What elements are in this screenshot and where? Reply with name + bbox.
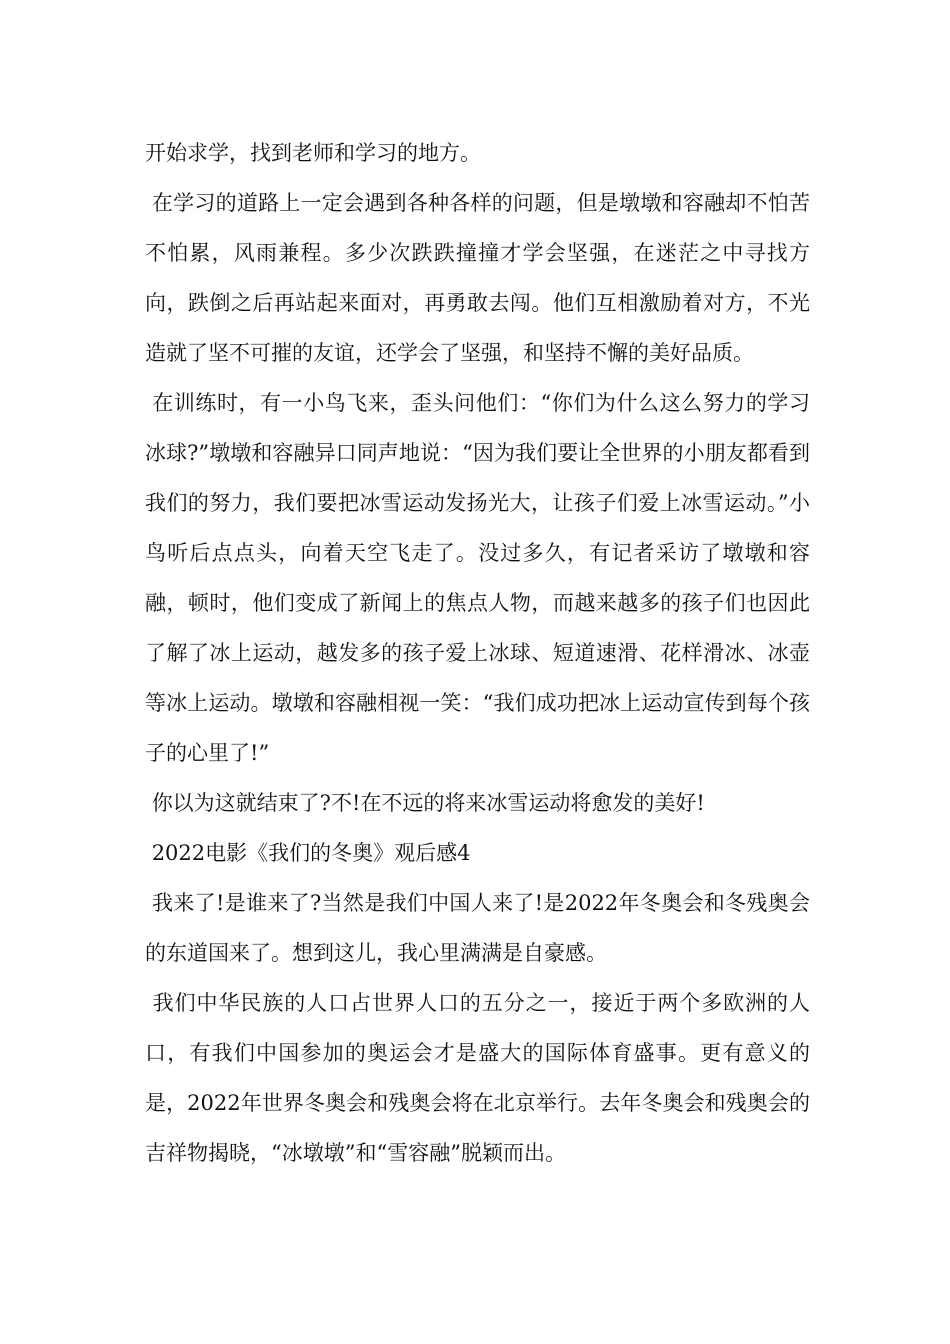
section-heading: 2022电影《我们的冬奥》观后感4	[145, 841, 471, 865]
paragraph-3: 在训练时，有一小鸟飞来，歪头问他们：“你们为什么这么努力的学习冰球?”墩墩和容融异口同声地说：“因为我们要让全世界的小朋友都看到我们的努力，我们要把冰雪运动发扬光大，让孩子们爱上冰雪运动。”小鸟听后点点头，向着天空飞走了。没过多久，有记者采访了墩墩和容融，顿时，他们变成了新闻上的焦点人物，而越来越多的孩子们也因此了解了冰上运动，越发多的孩子爱上冰球、短道速滑、花样滑冰、冰壶等冰上运动。墩墩和容融相视一笑：“我们成功把冰上运动宣传到每个孩子的心里了!”	[145, 391, 810, 765]
paragraph-1: 开始求学，找到老师和学习的地方。	[145, 141, 481, 165]
paragraph-6: 我们中华民族的人口占世界人口的五分之一，接近于两个多欧洲的人口，有我们中国参加的奥运会才是盛大的国际体育盛事。更有意义的是，2022年世界冬奥会和残奥会将在北京举行。去年冬奥会和残奥会的吉祥物揭晓，“冰墩墩”和“雪容融”脱颖而出。	[145, 991, 810, 1165]
paragraph-4: 你以为这就结束了?不!在不远的将来冰雪运动将愈发的美好!	[145, 791, 705, 815]
paragraph-5: 我来了!是谁来了?当然是我们中国人来了!是2022年冬奥会和冬残奥会的东道国来了。想到这儿，我心里满满是自豪感。	[145, 891, 810, 965]
document-body	[145, 128, 810, 1178]
paragraph-2: 在学习的道路上一定会遇到各种各样的问题，但是墩墩和容融却不怕苦不怕累，风雨兼程。多少次跌跌撞撞才学会坚强，在迷茫之中寻找方向，跌倒之后再站起来面对，再勇敢去闯。他们互相激励着对方，不光造就了坚不可摧的友谊，还学会了坚强，和坚持不懈的美好品质。	[145, 191, 810, 365]
